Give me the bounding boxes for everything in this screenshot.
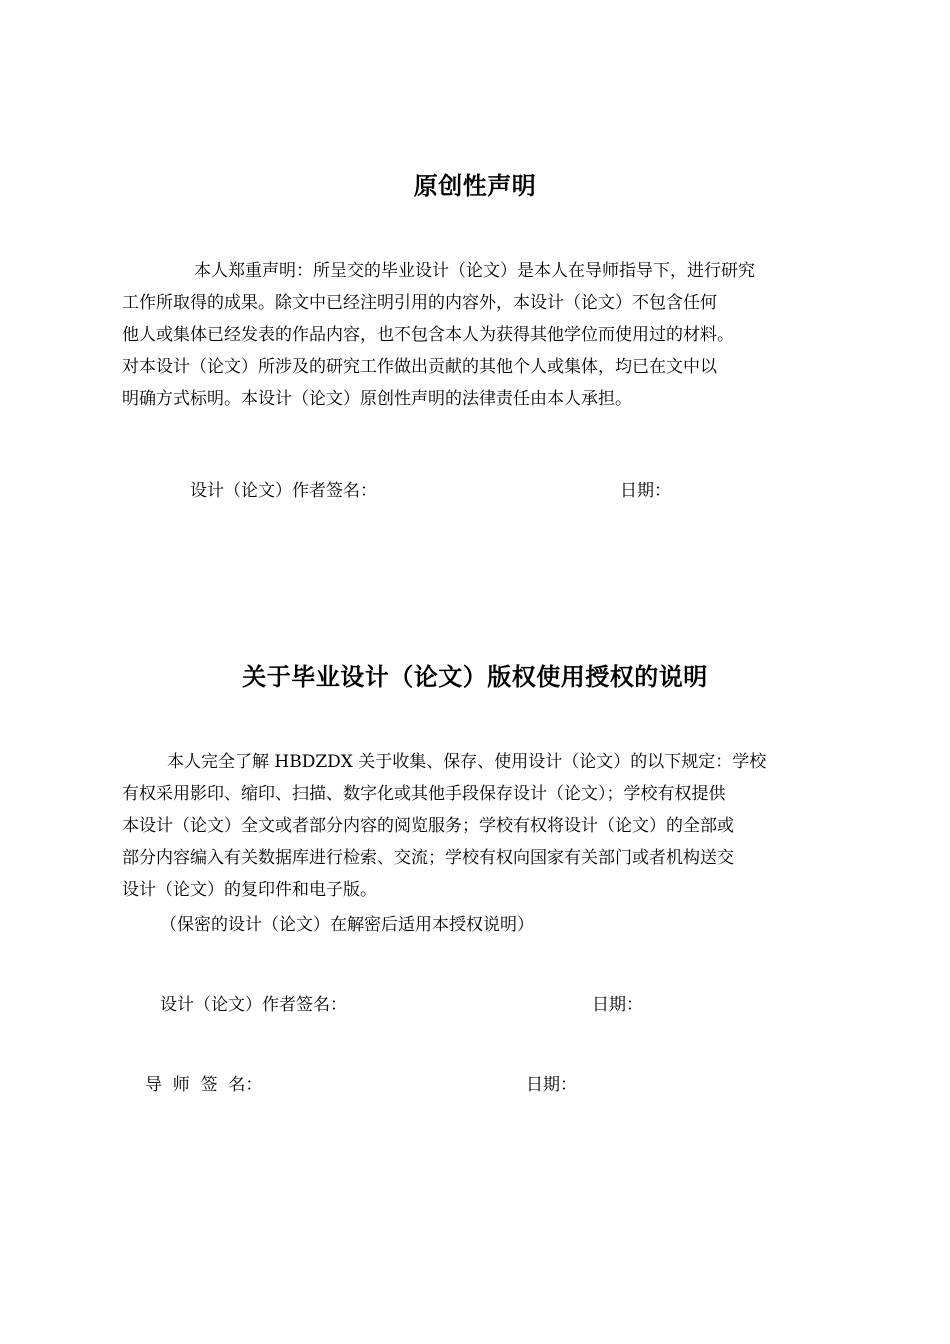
advisor-date-label: 日期： <box>526 1075 577 1095</box>
declaration-line: 对本设计（论文）所涉及的研究工作做出贡献的其他个人或集体，均已在文中以 <box>122 357 717 377</box>
declaration-line: 明确方式标明。本设计（论文）原创性声明的法律责任由本人承担。 <box>122 389 632 409</box>
declaration-line: 他人或集体已经发表的作品内容，也不包含本人为获得其他学位而使用过的材料。 <box>122 325 734 345</box>
declaration-author-signature-label: 设计（论文）作者签名： <box>190 481 377 501</box>
authorization-line: 有权采用影印、缩印、扫描、数字化或其他手段保存设计（论文）；学校有权提供 <box>122 784 726 804</box>
authorization-line: 部分内容编入有关数据库进行检索、交流；学校有权向国家有关部门或者机构送交 <box>122 848 734 868</box>
declaration-title: 原创性声明 <box>413 171 537 200</box>
authorization-line: 本人完全了解 HBDZDX 关于收集、保存、使用设计（论文）的以下规定：学校 <box>167 752 767 772</box>
advisor-signature-label: 导 师 签 名： <box>145 1075 263 1095</box>
declaration-paragraph <box>122 255 828 415</box>
declaration-line: 工作所取得的成果。除文中已经注明引用的内容外，本设计（论文）不包含任何 <box>122 293 717 313</box>
authorization-author-date-label: 日期： <box>592 995 643 1015</box>
authorization-note: （保密的设计（论文）在解密后适用本授权说明） <box>160 915 534 935</box>
authorization-paragraph <box>122 746 828 906</box>
authorization-title: 关于毕业设计（论文）版权使用授权的说明 <box>242 662 708 691</box>
authorization-line: 本设计（论文）全文或者部分内容的阅览服务；学校有权将设计（论文）的全部或 <box>122 816 734 836</box>
authorization-line: 设计（论文）的复印件和电子版。 <box>122 880 377 900</box>
declaration-line: 本人郑重声明：所呈交的毕业设计（论文）是本人在导师指导下，进行研究 <box>194 261 755 281</box>
declaration-date-label: 日期： <box>620 481 671 501</box>
authorization-author-signature-label: 设计（论文）作者签名： <box>160 995 347 1015</box>
